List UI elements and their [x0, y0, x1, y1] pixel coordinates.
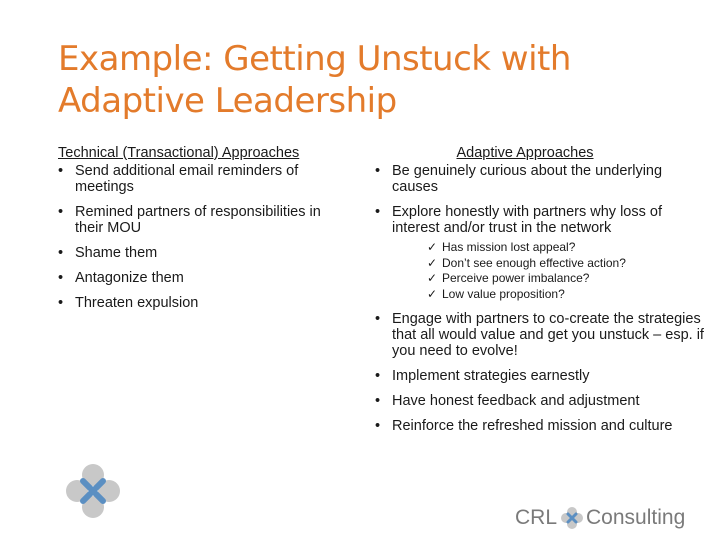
- logo-text-consulting: Consulting: [586, 506, 686, 529]
- crl-consulting-logo: [515, 503, 685, 533]
- logo-text-crl: CRL: [515, 506, 558, 529]
- list-item: • Reinforce the refreshed mission and culture: [375, 418, 710, 434]
- adaptive-column: [375, 145, 710, 443]
- list-item: • Have honest feedback and adjustment: [375, 393, 710, 409]
- list-item-with-checks: [375, 204, 710, 302]
- decorative-emblem-icon: [66, 464, 120, 518]
- check-item: ✓ Low value proposition?: [427, 287, 710, 303]
- check-item: ✓ Don’t see enough effective action?: [427, 256, 710, 272]
- list-item: • Shame them: [58, 245, 348, 261]
- list-item: • Engage with partners to co-create the strategies that all would value and get you unstuck – esp. if you need to evolve!: [375, 311, 710, 359]
- check-item: ✓ Has mission lost appeal?: [427, 240, 710, 256]
- title-line-1: Example: Getting Unstuck with: [58, 39, 571, 79]
- list-item: • Threaten expulsion: [58, 295, 348, 311]
- list-item: • Antagonize them: [58, 270, 348, 286]
- list-item: • Implement strategies earnestly: [375, 368, 710, 384]
- list-item-text: Explore honestly with partners why loss of interest and/or trust in the network: [392, 204, 662, 236]
- logo-mark-icon: [561, 507, 583, 529]
- technical-heading: Technical (Transactional) Approaches: [58, 145, 300, 161]
- slide-title: [58, 38, 658, 122]
- technical-column: [58, 145, 348, 320]
- adaptive-list: [375, 163, 710, 434]
- list-item: • Remined partners of responsibilities in their MOU: [58, 204, 348, 236]
- list-item: • Send additional email reminders of meetings: [58, 163, 348, 195]
- list-item: • Be genuinely curious about the underlying causes: [375, 163, 710, 195]
- check-item: ✓ Perceive power imbalance?: [427, 271, 710, 287]
- check-list: [392, 240, 710, 302]
- adaptive-heading: Adaptive Approaches: [456, 145, 594, 161]
- technical-list: [58, 163, 348, 311]
- title-line-2: Adaptive Leadership: [58, 81, 397, 121]
